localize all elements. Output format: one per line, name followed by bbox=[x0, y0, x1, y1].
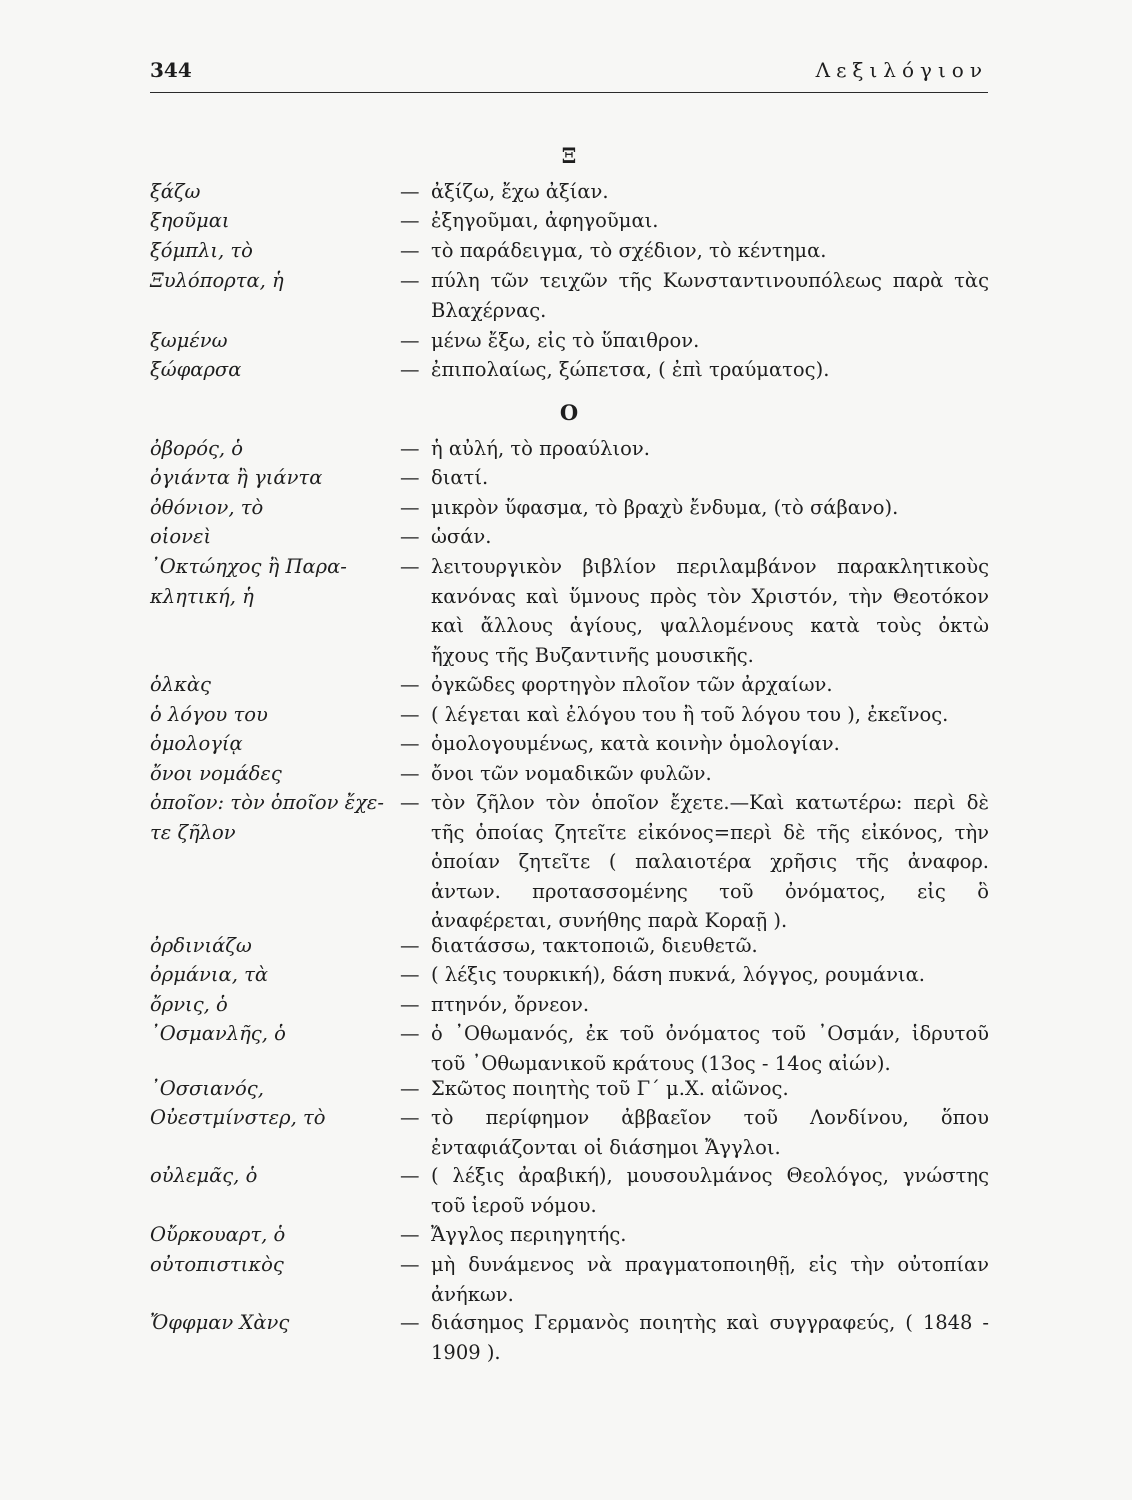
entry-definition: Σκῶτος ποιητὴς τοῦ Γ΄ μ.Χ. αἰῶνος. bbox=[431, 1077, 789, 1100]
entry-term: ξάζω bbox=[150, 180, 201, 203]
entry-dash: — bbox=[400, 209, 420, 232]
entry-term: ξώφαρσα bbox=[150, 358, 242, 381]
entry-definition: Ἄγγλος περιηγητής. bbox=[431, 1223, 627, 1246]
entry-definition: μὴ δυνάμενος νὰ πραγματοποιηθῇ, εἰς τὴν οὐτοπίαν ἀνήκων. bbox=[431, 1253, 989, 1306]
entry-definition: ( λέξις ἀραβική), μουσουλμάνος Θεολόγος, γνώστης τοῦ ἱεροῦ νόμου. bbox=[431, 1164, 989, 1217]
entry-dash: — bbox=[400, 673, 420, 696]
entry-term: ὁλκὰς bbox=[150, 673, 211, 696]
entry-dash: — bbox=[400, 269, 420, 292]
entry-dash: — bbox=[400, 1164, 420, 1187]
entry-dash: — bbox=[400, 1253, 420, 1276]
entry-dash: — bbox=[400, 1223, 420, 1246]
entry-definition: ὡσάν. bbox=[431, 525, 492, 548]
entry-dash: — bbox=[400, 1311, 420, 1334]
entry-term: ὁ λόγου του bbox=[150, 703, 268, 726]
entry-dash: — bbox=[400, 437, 420, 460]
entry-dash: — bbox=[400, 703, 420, 726]
entry-term: ὀγιάντα ἢ γιάντα bbox=[150, 466, 323, 489]
entry-definition: διατάσσω, τακτοποιῶ, διευθετῶ. bbox=[431, 934, 758, 957]
entry-term: ὀβορός, ὁ bbox=[150, 437, 244, 460]
entry-term: ᾿Οσσιανός, bbox=[150, 1077, 264, 1100]
entry-dash: — bbox=[400, 762, 420, 785]
entry-definition: μένω ἔξω, εἰς τὸ ὕπαιθρον. bbox=[431, 329, 700, 352]
entry-term: ὁμολογίᾳ bbox=[150, 732, 243, 755]
entry-definition: τὸ περίφημον ἀββαεῖον τοῦ Λονδίνου, ὅπου ἐνταφιάζονται οἱ διάσημοι Ἄγγλοι. bbox=[431, 1106, 989, 1159]
section-letter: Ο bbox=[559, 400, 579, 425]
entry-term: ξωμένω bbox=[150, 329, 228, 352]
entry-term: ὁποῖον: τὸν ὁποῖον ἔχε- τε ζῆλον bbox=[150, 791, 384, 844]
entry-definition: ἡ αὐλή, τὸ προαύλιον. bbox=[431, 437, 650, 460]
entry-definition: ὀγκῶδες φορτηγὸν πλοῖον τῶν ἀρχαίων. bbox=[431, 673, 833, 696]
entry-definition: διατί. bbox=[431, 466, 489, 489]
entry-definition: ἐπιπολαίως, ξώπετσα, ( ἐπὶ τραύματος). bbox=[431, 358, 830, 381]
entry-definition: ἀξίζω, ἔχω ἀξίαν. bbox=[431, 180, 609, 203]
entry-dash: — bbox=[400, 791, 420, 814]
entry-term: ξόμπλι, τὸ bbox=[150, 239, 253, 262]
entry-dash: — bbox=[400, 329, 420, 352]
entry-dash: — bbox=[400, 993, 420, 1016]
page-number: 344 bbox=[150, 58, 192, 82]
entry-definition: ὁμολογουμένως, κατὰ κοινὴν ὁμολογίαν. bbox=[431, 732, 840, 755]
section-letter: Ξ bbox=[561, 143, 577, 168]
entry-definition: πτηνόν, ὄρνεον. bbox=[431, 993, 590, 1016]
entry-term: ᾿Οσμανλῆς, ὁ bbox=[150, 1022, 286, 1045]
entry-dash: — bbox=[400, 180, 420, 203]
entry-term: ὀθόνιον, τὸ bbox=[150, 496, 264, 519]
entry-definition: ὄνοι τῶν νομαδικῶν φυλῶν. bbox=[431, 762, 712, 785]
entry-term: Οὐεστμίνστερ, τὸ bbox=[150, 1106, 326, 1129]
entry-term: Ὄφφμαν Χὰνς bbox=[150, 1311, 290, 1334]
entry-dash: — bbox=[400, 466, 420, 489]
entry-dash: — bbox=[400, 239, 420, 262]
entry-dash: — bbox=[400, 525, 420, 548]
entry-dash: — bbox=[400, 963, 420, 986]
entry-term: οἱονεὶ bbox=[150, 525, 212, 548]
entry-dash: — bbox=[400, 1106, 420, 1129]
entry-definition: ( λέγεται καὶ ἐλόγου του ἢ τοῦ λόγου του ), ἐκεῖνος. bbox=[431, 703, 949, 726]
entry-term: ὄνοι νομάδες bbox=[150, 762, 282, 785]
entry-dash: — bbox=[400, 934, 420, 957]
entry-definition: λειτουργικὸν βιβλίον περιλαμβάνον παρακλητικοὺς κανόνας καὶ ὕμνους πρὸς τὸν Χριστόν, τὴν Θεοτόκον καὶ ἄλλους ἁγίους, ψαλλομένους κατὰ τοὺς ὀκτὼ ἤχους τῆς Βυζαντινῆς μουσικῆς. bbox=[431, 555, 989, 667]
entry-dash: — bbox=[400, 555, 420, 578]
entry-term: οὐλεμᾶς, ὁ bbox=[150, 1164, 258, 1187]
entry-definition: ἐξηγοῦμαι, ἀφηγοῦμαι. bbox=[431, 209, 659, 232]
entry-definition: ὁ ᾿Οθωμανός, ἐκ τοῦ ὀνόματος τοῦ ᾿Οσμάν, ἱδρυτοῦ τοῦ ᾿Οθωμανικοῦ κράτους (13ος - 14ος αἰών). bbox=[431, 1022, 989, 1075]
entry-definition: τὸ παράδειγμα, τὸ σχέδιον, τὸ κέντημα. bbox=[431, 239, 827, 262]
entry-definition: ( λέξις τουρκική), δάση πυκνά, λόγγος, ρουμάνια. bbox=[431, 963, 925, 986]
entry-dash: — bbox=[400, 496, 420, 519]
entry-dash: — bbox=[400, 358, 420, 381]
entry-term: Οὔρκουαρτ, ὁ bbox=[150, 1223, 286, 1246]
running-title: Λεξιλόγιον bbox=[815, 58, 988, 82]
entry-term: ᾿Οκτώηχος ἢ Παρα- κλητική, ἡ bbox=[150, 555, 347, 608]
entry-term: ξηοῦμαι bbox=[150, 209, 230, 232]
entry-definition: πύλη τῶν τειχῶν τῆς Κωνσταντινουπόλεως παρὰ τὰς Βλαχέρνας. bbox=[431, 269, 989, 322]
entry-definition: διάσημος Γερμανὸς ποιητὴς καὶ συγγραφεύς, ( 1848 - 1909 ). bbox=[431, 1311, 989, 1364]
entry-dash: — bbox=[400, 1077, 420, 1100]
entry-term: ὄρνις, ὁ bbox=[150, 993, 228, 1016]
entry-term: οὐτοπιστικὸς bbox=[150, 1253, 284, 1276]
entry-term: ὀρδινιάζω bbox=[150, 934, 252, 957]
entry-definition: τὸν ζῆλον τὸν ὁποῖον ἔχετε.—Καὶ κατωτέρω: περὶ δὲ τῆς ὁποίας ζητεῖτε εἰκόνος=περὶ δὲ τῆς εἰκόνος, τὴν ὁποίαν ζητεῖτε ( παλαιοτέρα χρῆσις τῆς ἀναφορ. ἀντων. προτασσομένης τοῦ ὀνόματος, εἰς ὃ ἀναφέρεται, συνήθης παρὰ Κοραῇ ). bbox=[431, 791, 989, 932]
entry-term: Ξυλόπορτα, ἡ bbox=[150, 269, 284, 292]
entry-dash: — bbox=[400, 1022, 420, 1045]
entry-definition: μικρὸν ὕφασμα, τὸ βραχὺ ἔνδυμα, (τὸ σάβανο). bbox=[431, 496, 899, 519]
entry-dash: — bbox=[400, 732, 420, 755]
entry-term: ὀρμάνια, τὰ bbox=[150, 963, 269, 986]
